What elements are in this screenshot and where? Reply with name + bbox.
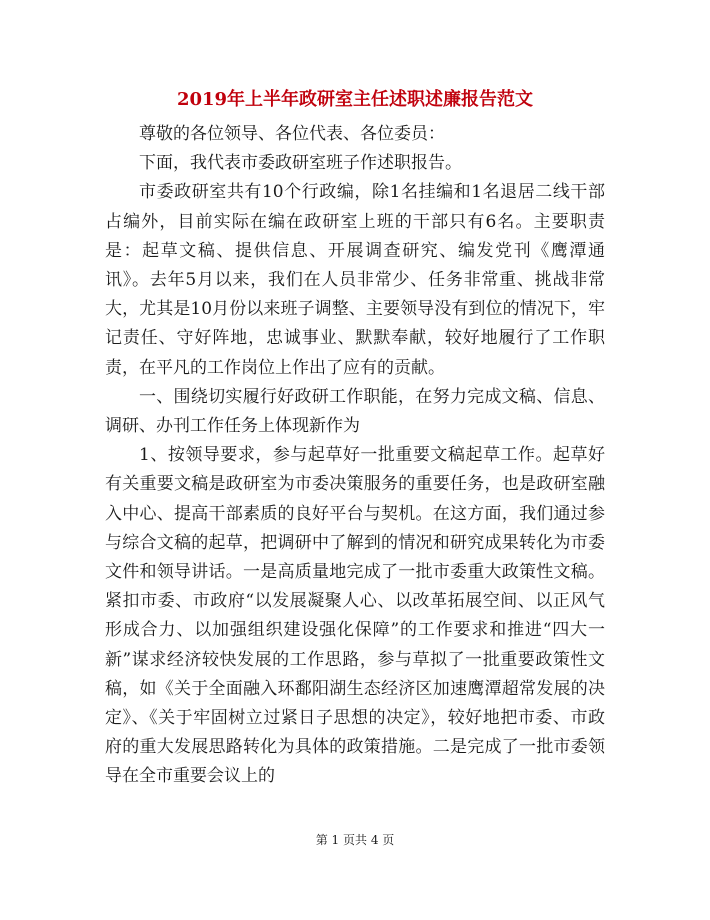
section-heading-paragraph: 一、围绕切实履行好政研工作职能，在努力完成文稿、信息、调研、办刊工作任务上体现新作为: [105, 386, 605, 437]
page-number-footer: 第 1 页共 4 页: [315, 833, 395, 847]
intro-paragraph: 下面，我代表市委政研室班子作述职报告。: [139, 153, 462, 174]
salutation-paragraph: 尊敬的各位领导、各位代表、各位委员：: [139, 124, 445, 144]
document-title: 2019年上半年政研室主任述职述廉报告范文: [176, 89, 534, 110]
body-paragraph: 1、按领导要求，参与起草好一批重要文稿起草工作。起草好有关重要文稿是政研室为市委决策服务的重要任务，也是政研室融入中心、提高干部素质的良好平台与契机。在这方面，我们通过参与综合文稿的起草，把调研中了解到的情况和研究成果转化为市委文件和领导讲话。一是高质量地完成了一批市委重大政策性文稿。紧扣市委、市政府“以发展凝聚人心、以改革拓展空间、以正风气形成合力、以加强组织建设强化保障”的工作要求和推进“四大一新”谋求经济较快发展的工作思路，参与草拟了一批重要政策性文稿，如《关于全面融入环鄱阳湖生态经济区加速鹰潭超常发展的决定》、《关于牢固树立过紧日子思想的决定》，较好地把市委、市政府的重大发展思路转化为具体的政策措施。二是完成了一批市委领导在全市重要会议上的: [105, 445, 605, 787]
body-paragraph: 市委政研室共有10个行政编，除1名挂编和1名退居二线干部占编外，目前实际在编在政研室上班的干部只有6名。主要职责是：起草文稿、提供信息、开展调查研究、编发党刊《鹰潭通讯》。去年5月以来，我们在人员非常少、任务非常重、挑战非常大，尤其是10月份以来班子调整、主要领导没有到位的情况下，牢记责任、守好阵地，忠诚事业、默默奉献，较好地履行了工作职责，在平凡的工作岗位上作出了应有的贡献。: [105, 182, 605, 378]
document-body: [105, 120, 605, 792]
